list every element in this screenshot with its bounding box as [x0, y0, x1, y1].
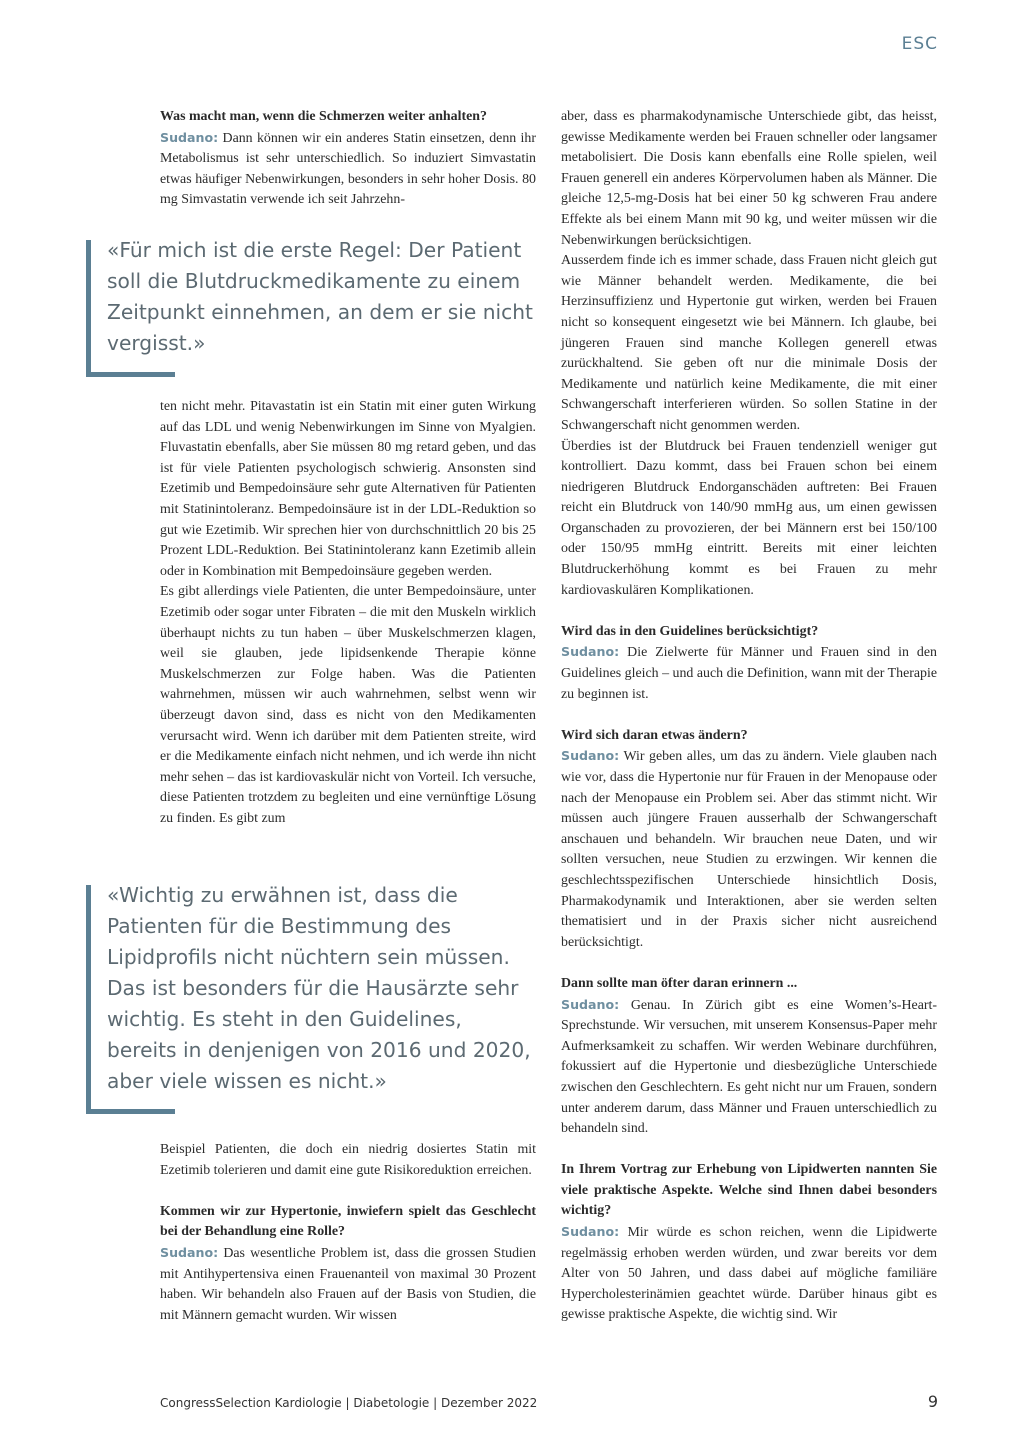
page-number: 9	[927, 1392, 938, 1411]
interview-question: Dann sollte man öfter daran erinnern ...	[561, 975, 798, 991]
left-column-bottom	[160, 1140, 536, 1326]
answer-text: Mir würde es schon reichen, wenn die Lipidwerte regelmässig erhoben werden würden, und zwar bereits vor dem Alter von 50 Jahren, und dass dabei auf mögliche familiäre Hypercholesterinämien geachtet würde. Darüber hinaus gibt es gewisse praktische Aspekte, die wichtig sind. Wir	[561, 1225, 937, 1323]
pullquote-line: Das ist besonders für die Hausärzte sehr wichtig. Es steht in den Guidelines, bereits in denjenigen von 2016 und 2020, aber viele wissen es nicht.»	[107, 976, 531, 1093]
interview-answer	[561, 642, 937, 705]
speaker-label: Sudano:	[561, 644, 620, 660]
section-tag: ESC	[901, 34, 938, 54]
speaker-label: Sudano:	[160, 129, 219, 145]
interview-answer	[160, 1243, 536, 1326]
right-column	[561, 107, 937, 1326]
paragraph: aber, dass es pharmakodynamische Unterschiede gibt, das heisst, gewisse Medikamente werden bei Frauen schneller oder langsamer metabolisiert. Die Dosis kann ebenfalls eine Rolle spielen, weil Frauen generell ein anderes Körpervolumen haben als Männer. Die gleiche 12,5-mg-Dosis hat bei einer 50 kg schweren Frau andere Effekte als bei einem Mann mit 90 kg, und weiter müssen wir die Nebenwirkungen berücksichtigen.	[561, 109, 937, 248]
speaker-label: Sudano:	[561, 748, 620, 764]
speaker-label: Sudano:	[561, 996, 620, 1012]
paragraph: ten nicht mehr. Pitavastatin ist ein Statin mit einer guten Wirkung auf das LDL und wenig Nebenwirkungen im Sinne von Myalgien. Fluvastatin ebenfalls, aber Sie müssen 80 mg retard geben, und das ist für viele Patienten psychologisch schwierig. Ansonsten sind Ezetimib und Bempedoinsäure sehr gute Alternativen für Patienten mit Statinintoleranz. Bempedoinsäure ist in der LDL-Reduktion so gut wie Ezetimib. Wir sprechen hier von durchschnittlich 20 bis 25 Prozent LDL-Reduktion. Bei Statinintoleranz kann Ezetimib allein oder in Kombination mit Bempedoinsäure gegeben werden.	[160, 399, 536, 579]
paragraph: Es gibt allerdings viele Patienten, die unter Bempedoinsäure, unter Ezetimib oder sogar unter Fibraten – die mit den Muskeln wirklich überhaupt nichts zu tun haben – über Muskelschmerzen klagen, weil sie glauben, jede lipidsenkende Therapie könne Muskelschmerzen zur Folge haben. Was die Patienten wahrnehmen, müssen wir auch wahrnehmen, selbst wenn wir überzeugt davon sind, dass es nicht von den Medikamenten verursacht wird. Wenn ich darüber mit dem Patienten streite, wird er die Medikamente einfach nicht nehmen, und ich werde ihn nicht mehr sehen – das ist kardiovaskulär nicht von Vorteil. Ich versuche, diese Patienten trotzdem zu begleiten und eine vernünftige Lösung zu finden. Es gibt zum	[160, 584, 536, 826]
paragraph: Beispiel Patienten, die doch ein niedrig dosiertes Statin mit Ezetimib tolerieren und damit eine gute Risikoreduktion erreichen.	[160, 1142, 536, 1178]
speaker-label: Sudano:	[561, 1224, 620, 1240]
interview-answer	[561, 995, 937, 1140]
answer-text: Das wesentliche Problem ist, dass die grossen Studien mit Antihypertensiva einen Frauenanteil von maximal 30 Prozent haben. Wir behandeln also Frauen auf der Basis von Studien, die mit Männern gemacht wurden. Wir wissen	[160, 1245, 536, 1323]
interview-question: Wird das in den Guidelines berücksichtigt?	[561, 623, 819, 639]
interview-question: Wird sich daran etwas ändern?	[561, 727, 748, 743]
pullquote-bar-horizontal	[86, 372, 175, 377]
footer-text: CongressSelection Kardiologie | Diabetologie | Dezember 2022	[160, 1396, 538, 1410]
paragraph: Ausserdem finde ich es immer schade, dass Frauen nicht gleich gut wie Männer behandelt werden. Medikamente, die bei Herzinsuffizienz und Hypertonie gut wirken, werden bei Frauen nicht so konsequent eingesetzt wie bei Männern. Ich glaube, bei jüngeren Frauen sind manche Kollegen generell etwas zurückhaltend. Sie geben oft nur die minimale Dosis der Medikamente und natürlich keine Medikamente, die mit einer Schwangerschaft interferieren würden. So sollen Statine in der Schwangerschaft nicht genommen werden.	[561, 253, 937, 433]
answer-text: Genau. In Zürich gibt es eine Women’s-Heart-Sprechstunde. Wir versuchen, mit unserem Konsensus-Paper mehr Aufmerksamkeit zu schaffen. Wir werden Webinare durchführen, fokussiert auf die Hypertonie und diesbezügliche Unterschiede zwischen den Geschlechtern. Es geht nicht nur um Frauen, sondern unter anderem darum, dass Männer und Frauen unterschiedlich zu behandeln sind.	[561, 997, 937, 1137]
speaker-label: Sudano:	[160, 1244, 219, 1260]
interview-answer	[561, 746, 937, 953]
answer-text: Die Zielwerte für Männer und Frauen sind in den Guidelines gleich – und auch die Definition, wann mit der Therapie zu beginnen ist.	[561, 645, 937, 702]
answer-text: Wir geben alles, um das zu ändern. Viele glauben nach wie vor, dass die Hypertonie nur für Frauen in der Menopause oder nach der Menopause ein Problem sei. Aber das stimmt nicht. Wir müssen auch jüngere Frauen ausserhalb der Schwangerschaft anschauen und behandeln. Wir brauchen neue Daten, und wir sollten versuchen, neue Studien zu erzwingen. Wir kennen die geschlechtsspezifischen Unterschiede hinsichtlich Dosis, Pharmakodynamik und Interaktionen, aber sie werden selten thematisiert und in der Praxis sicher nicht ausreichend berücksichtigt.	[561, 749, 937, 950]
pullquote-bar-vertical	[86, 885, 91, 1113]
pullquote-line: «Wichtig zu erwähnen ist, dass die Patienten für die Bestimmung des Lipidprofils nicht nüchtern sein müssen.	[107, 883, 510, 969]
interview-question: In Ihrem Vortrag zur Erhebung von Lipidwerten nannten Sie viele praktische Aspekte. Welche sind Ihnen dabei besonders wichtig?	[561, 1162, 937, 1219]
interview-answer	[561, 1222, 937, 1326]
paragraph: Überdies ist der Blutdruck bei Frauen tendenziell weniger gut kontrolliert. Dazu kommt, dass bei Frauen schon bei einem niedrigeren Blutdruck Endorganschäden auftreten: Bei Frauen reicht ein Blutdruck von 140/90 mmHg aus, um einen gewissen Organschaden zu provozieren, der bei Männern erst bei 150/100 oder 150/95 mmHg eintritt. Bereits mit einer leichten Blutdruckerhöhung kommt es bei Frauen zu mehr kardiovaskulären Komplikationen.	[561, 438, 937, 598]
left-column-top	[160, 107, 536, 211]
left-column-middle	[160, 397, 536, 829]
pullquote-bar-horizontal	[86, 1109, 175, 1114]
pullquote-bar-vertical	[86, 240, 91, 377]
answer-text: Dann können wir ein anderes Statin einsetzen, denn ihr Metabolismus ist sehr unterschiedlich. So induziert Simvastatin etwas häufiger Nebenwirkungen, besonders in sehr hoher Dosis. 80 mg Simvastatin verwende ich seit Jahrzehn-	[160, 130, 536, 208]
interview-answer	[160, 128, 536, 211]
interview-question: Was macht man, wenn die Schmerzen weiter anhalten?	[160, 109, 487, 124]
pullquote	[107, 880, 537, 1097]
interview-question: Kommen wir zur Hypertonie, inwiefern spielt das Geschlecht bei der Behandlung eine Rolle?	[160, 1203, 536, 1240]
pullquote: «Für mich ist die erste Regel: Der Patient soll die Blutdruckmedikamente zu einem Zeitpunkt einnehmen, an dem er sie nicht vergisst.»	[107, 238, 533, 355]
